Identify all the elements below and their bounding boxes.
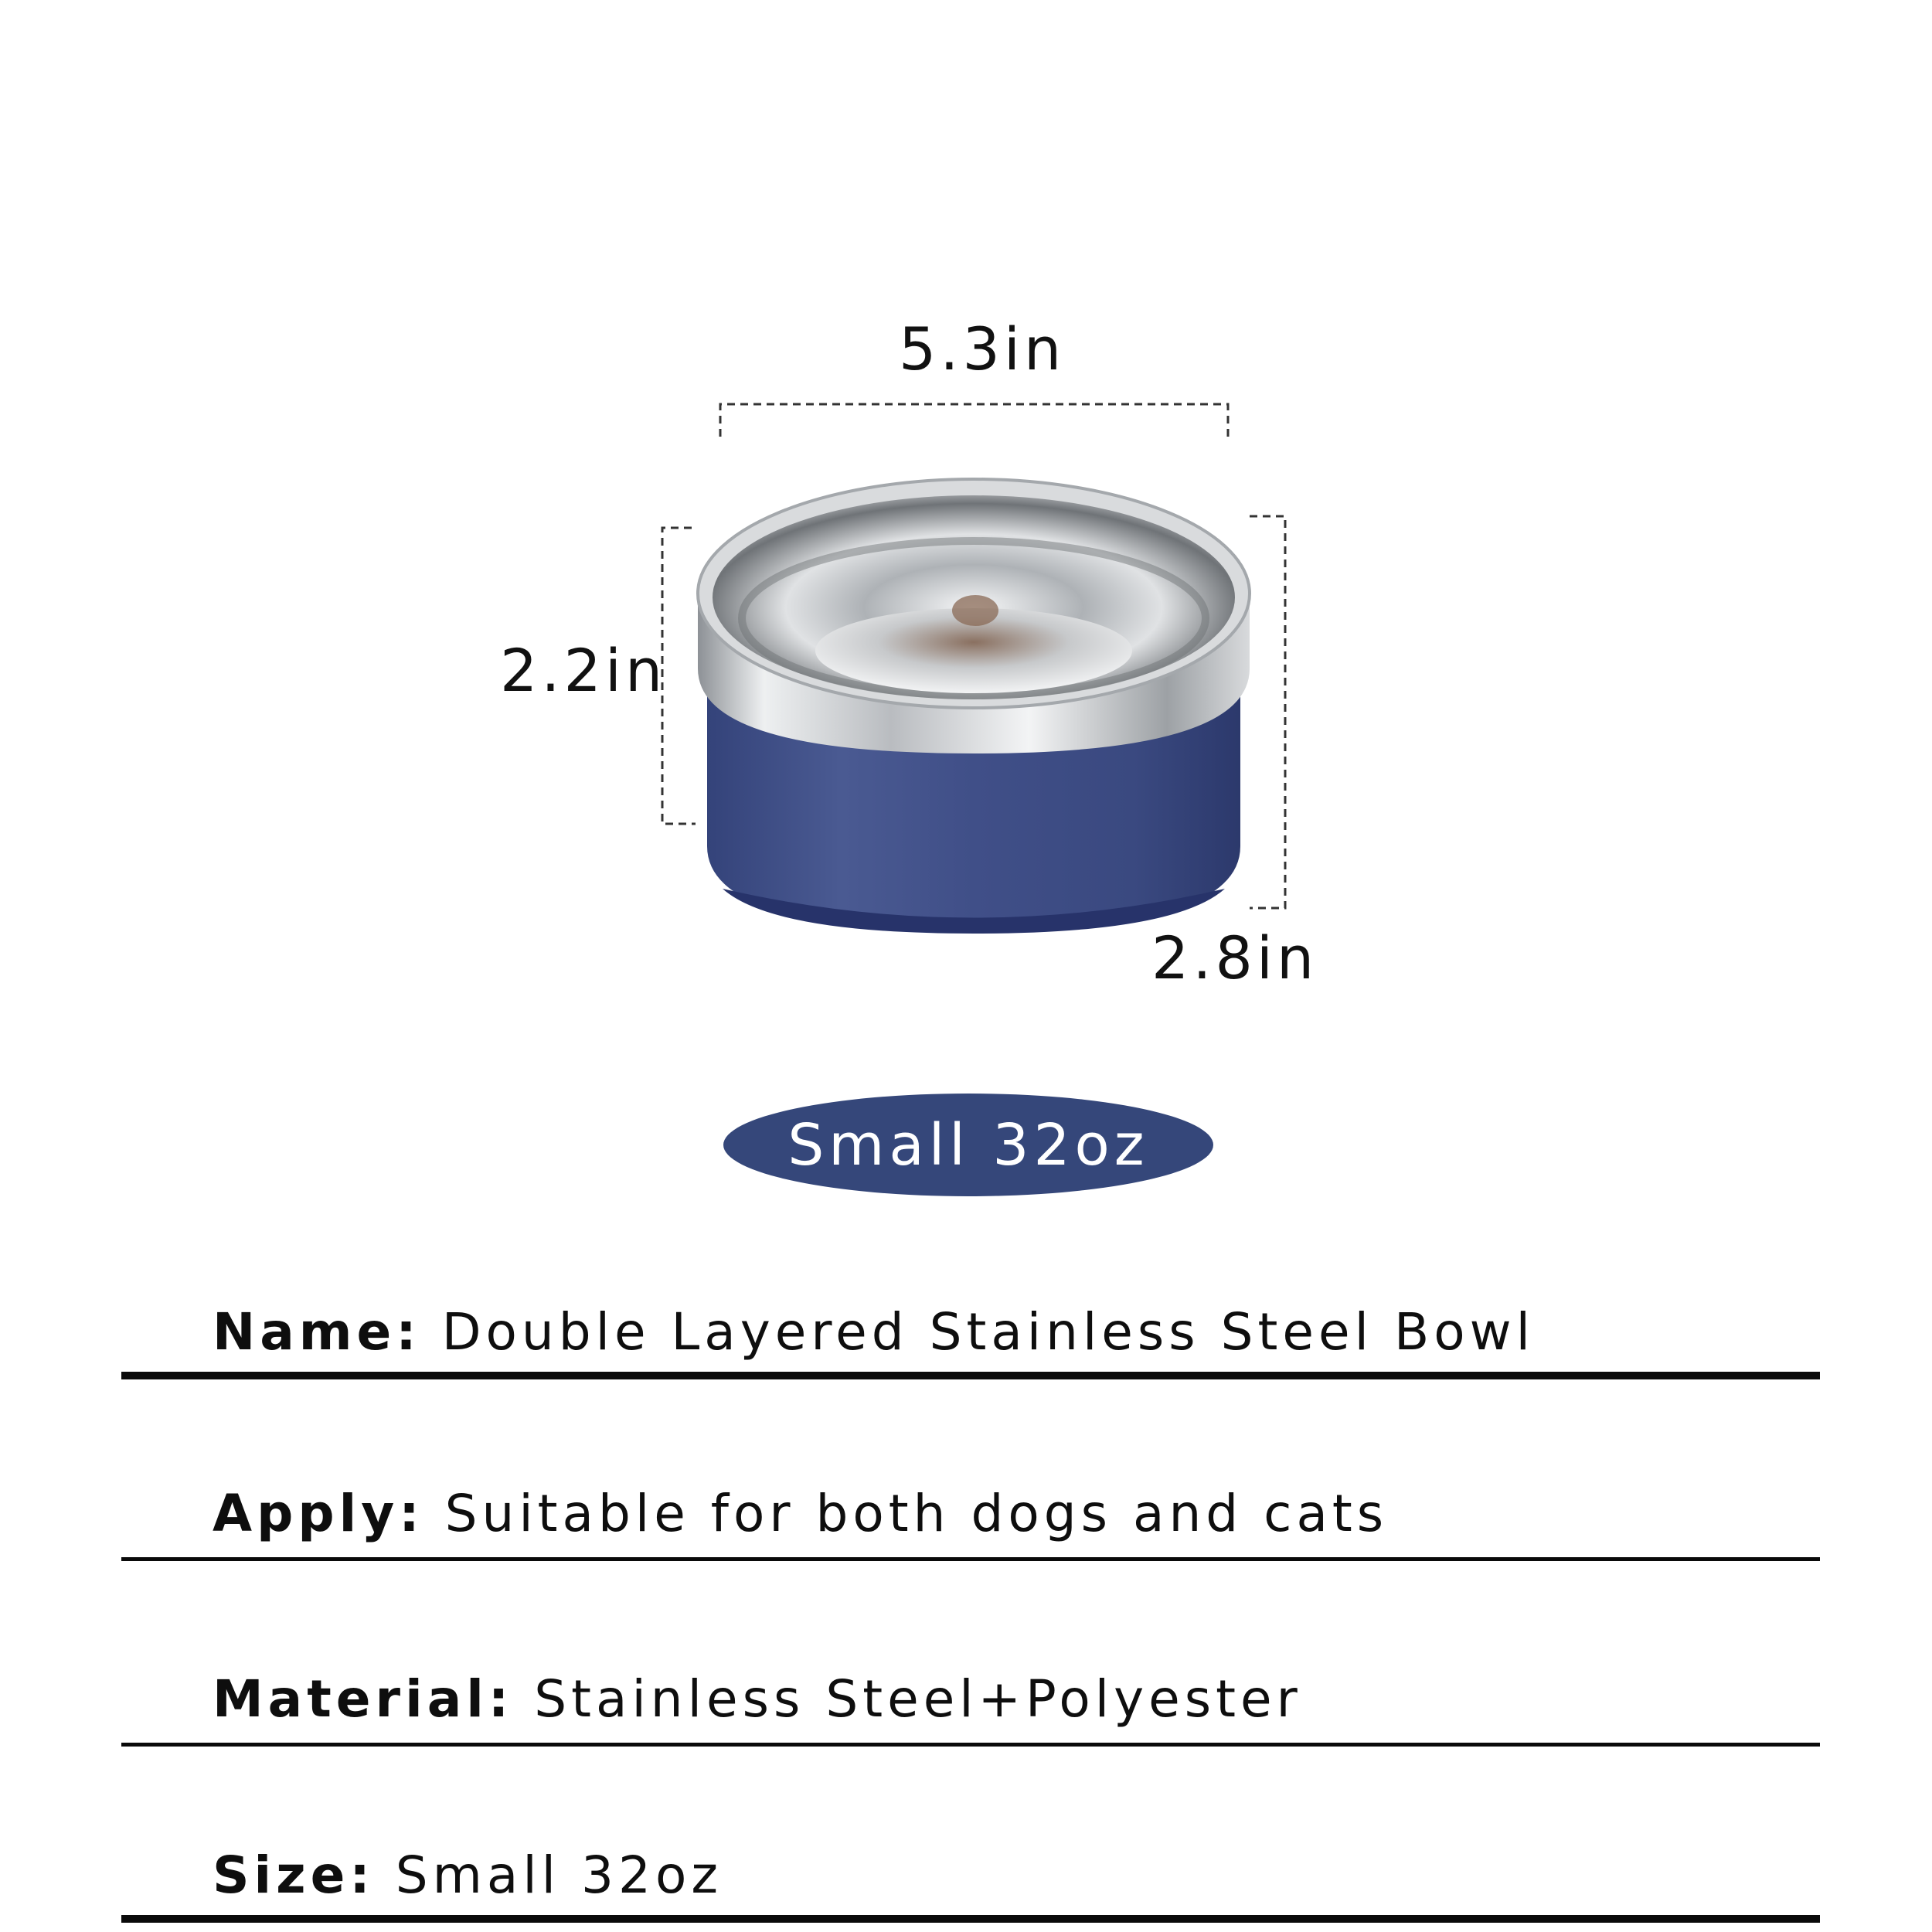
spec-value-material: Stainless Steel+Polyester bbox=[534, 1669, 1302, 1729]
bowl bbox=[698, 479, 1250, 934]
spec-value-name: Double Layered Stainless Steel Bowl bbox=[441, 1302, 1535, 1362]
spec-key-material: Material: bbox=[213, 1669, 514, 1729]
divider bbox=[121, 1743, 1820, 1747]
divider bbox=[121, 1372, 1820, 1379]
divider bbox=[121, 1557, 1820, 1561]
spec-row-apply bbox=[121, 1437, 1820, 1561]
spec-key-name: Name: bbox=[213, 1302, 421, 1362]
spec-value-apply: Suitable for both dogs and cats bbox=[444, 1484, 1389, 1543]
spec-row-size bbox=[121, 1801, 1820, 1923]
spec-text bbox=[213, 1845, 723, 1905]
spec-row-material bbox=[121, 1623, 1820, 1747]
spec-key-size: Size: bbox=[213, 1845, 375, 1905]
spec-text bbox=[213, 1302, 1535, 1362]
spec-text bbox=[213, 1484, 1389, 1543]
height-dimension-label: 2.2in bbox=[500, 636, 667, 705]
spec-value-size: Small 32oz bbox=[395, 1845, 723, 1905]
divider bbox=[121, 1915, 1820, 1923]
spec-key-apply: Apply: bbox=[213, 1484, 424, 1543]
size-badge bbox=[723, 1094, 1213, 1196]
size-badge-label: Small 32oz bbox=[787, 1111, 1149, 1179]
width-dimension-label: 5.3in bbox=[899, 315, 1066, 383]
spec-text bbox=[213, 1669, 1302, 1729]
spec-row-name bbox=[121, 1267, 1820, 1379]
depth-dimension-label: 2.8in bbox=[1151, 923, 1318, 992]
